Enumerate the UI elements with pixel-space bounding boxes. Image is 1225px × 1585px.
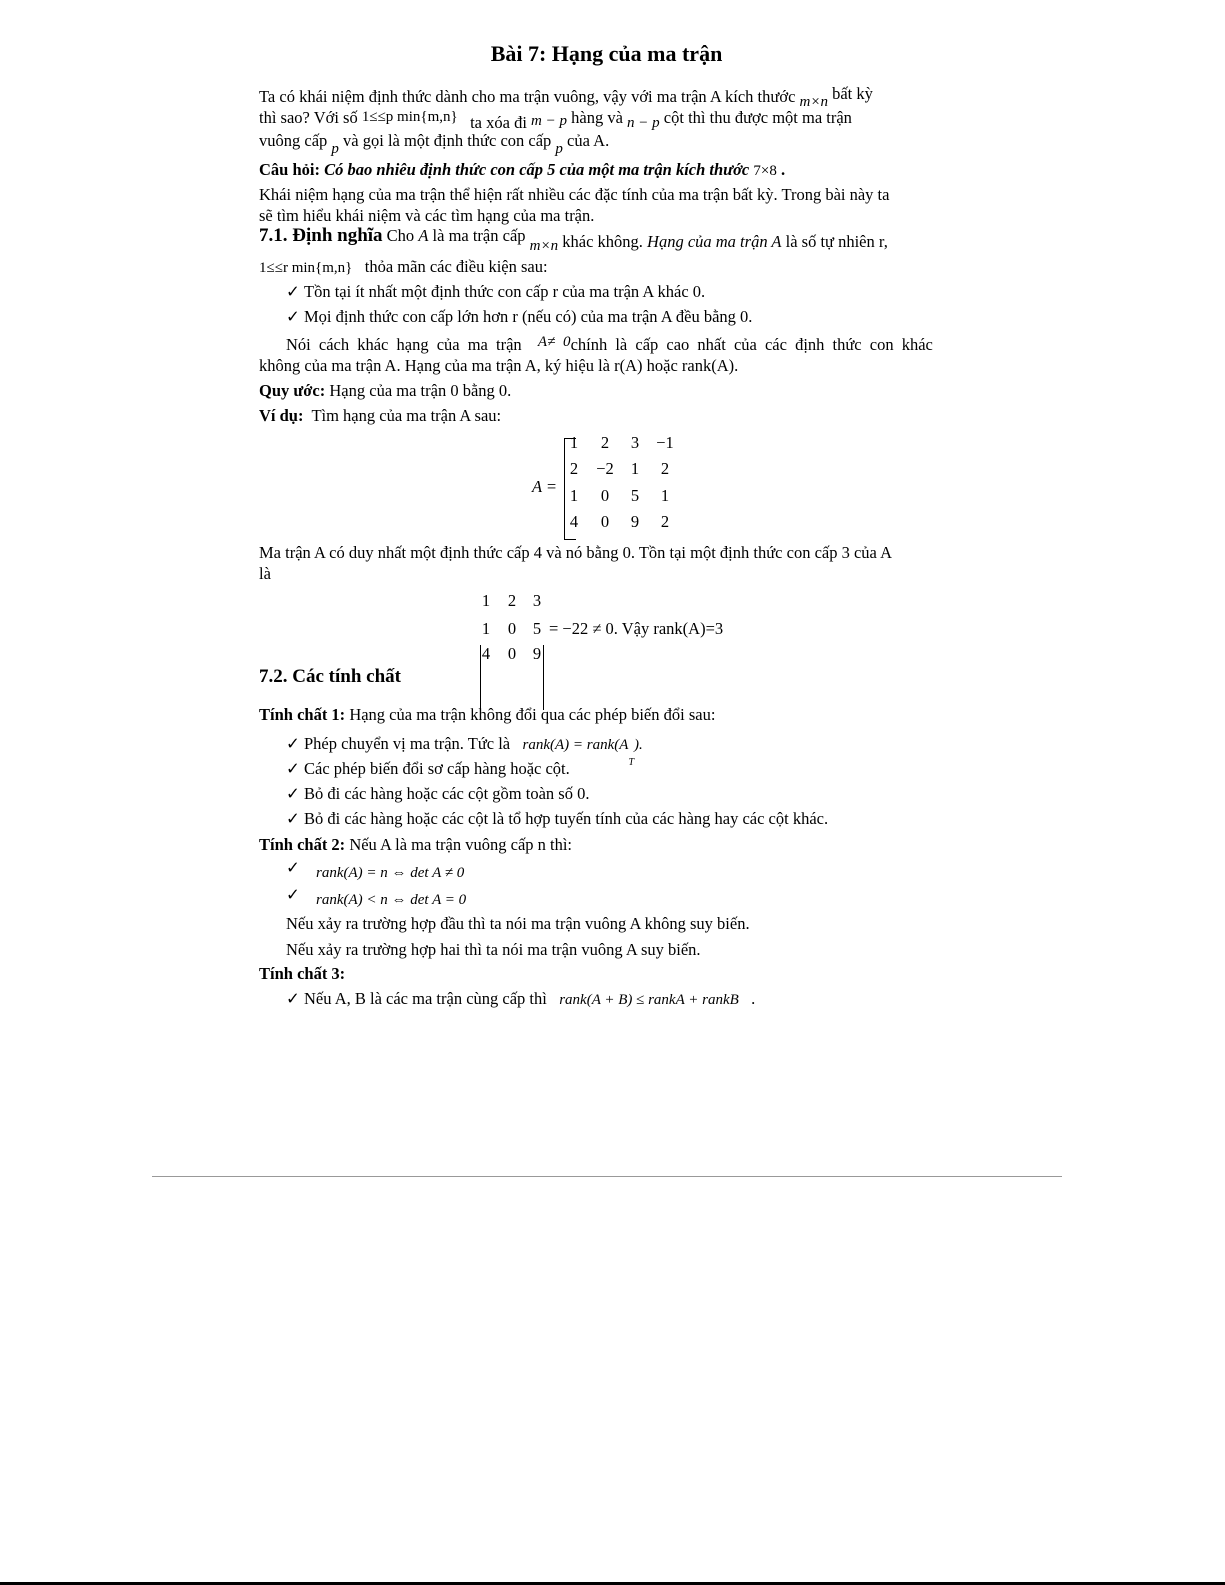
math: 1≤≤p min{m,n} [361, 109, 458, 125]
matrix-cell: 2 [660, 459, 670, 478]
text: Ta có khái niệm định thức dành cho ma trận vuông, vậy với ma trận A kích thước [259, 87, 796, 106]
text: cột thì thu được một ma trận [663, 108, 852, 127]
text: ta xóa đi [470, 113, 527, 132]
property-item [286, 885, 467, 908]
math: ). [634, 737, 643, 753]
definition-para-2: không của ma trận A. Hạng của ma trận A, ký hiệu là r(A) hoặc rank(A). [259, 356, 739, 375]
matrix-label: A = [532, 477, 558, 496]
section-heading: 7.1. Định nghĩa [259, 225, 383, 246]
text: Nói cách khác hạng của ma trận [286, 335, 522, 354]
rank-intro-2: sẽ tìm hiểu khái niệm và các tìm hạng của ma trận. [259, 206, 595, 225]
text: Bỏ đi các hàng hoặc các cột gồm toàn số 0. [304, 784, 590, 803]
text: hàng và [571, 108, 623, 127]
det-cell: 3 [532, 591, 542, 610]
matrix-cell: 9 [630, 512, 640, 531]
text: là ma trận cấp [432, 226, 526, 245]
text: của A. [567, 131, 610, 150]
math: m×n [799, 94, 828, 110]
conclusion: . Vậy rank(A)=3 [613, 619, 724, 638]
property-note: Nếu xảy ra trường hợp đầu thì ta nói ma trận vuông A không suy biến. [286, 914, 750, 933]
text: bất kỳ [832, 84, 873, 103]
text: Hạng của ma trận không đổi qua các phép biến đổi sau: [349, 705, 716, 724]
text: Hạng của ma trận A [647, 232, 782, 251]
matrix-cell: 1 [569, 433, 579, 452]
definition-para-1 [286, 334, 933, 354]
check-icon: ✓ [286, 989, 300, 1008]
matrix-cell: −1 [656, 433, 674, 452]
property-2 [259, 837, 572, 854]
math: rank(A) = rank(A [522, 737, 629, 753]
matrix-cell: 5 [630, 486, 640, 505]
definition-line [259, 225, 888, 254]
text: Các phép biến đổi sơ cấp hàng hoặc cột. [304, 759, 570, 778]
label: Quy ước: [259, 381, 326, 400]
det-cell: 1 [481, 619, 491, 638]
intro-line-1 [259, 84, 873, 110]
definition-item [286, 309, 752, 326]
convention [259, 383, 511, 400]
det-value: = −22 ≠ 0 [549, 619, 614, 638]
math: m×n [529, 238, 559, 254]
det-cell: 4 [481, 644, 491, 663]
bracket-bottom [564, 539, 576, 540]
intro-line-3 [259, 131, 610, 157]
math: p [555, 141, 563, 157]
label: Ví dụ: [259, 406, 304, 425]
after-matrix-2: là [259, 564, 271, 583]
det-cell: 1 [481, 591, 491, 610]
text: . [780, 160, 786, 179]
property-item [286, 858, 465, 881]
text: Phép chuyển vị ma trận. Tức là [304, 734, 511, 753]
matrix-cell: 4 [569, 512, 579, 531]
intro-line-2 [259, 108, 852, 132]
label: Tính chất 1: [259, 705, 346, 724]
property-item [286, 734, 643, 768]
page-title: Bài 7: Hạng của ma trận [490, 41, 723, 66]
question [259, 162, 785, 179]
matrix-cell: −2 [596, 459, 614, 478]
det-cell: 5 [532, 619, 542, 638]
text: thì sao? Với số [259, 108, 358, 127]
math: m − p [531, 113, 568, 129]
text: Nếu A, B là các ma trận cùng cấp thì [304, 989, 547, 1008]
math: n − p [627, 115, 660, 131]
math: A≠ 0 [537, 334, 571, 350]
text: Nếu A là ma trận vuông cấp n thì: [349, 835, 573, 854]
text: vuông cấp [259, 131, 328, 150]
definition-line-2 [259, 259, 548, 276]
text: chính là cấp cao nhất của các định thức con khác [570, 335, 933, 354]
check-icon: ✓ [286, 734, 300, 753]
property-3-label: Tính chất 3: [259, 964, 346, 983]
matrix-cell: 2 [600, 433, 610, 452]
text: Cho [386, 226, 415, 245]
det-cell: 0 [507, 644, 517, 663]
page-divider [152, 1176, 1062, 1177]
text: Mọi định thức con cấp lớn hơn r (nếu có) của ma trận A đều bằng 0. [304, 307, 753, 326]
check-icon: ✓ [286, 858, 300, 877]
math: A [418, 226, 429, 245]
math: rank(A) < n ⇔ det A = 0 [316, 892, 467, 908]
property-1 [259, 707, 715, 724]
check-icon: ✓ [286, 759, 300, 778]
matrix-cell: 2 [569, 459, 579, 478]
text: thỏa mãn các điều kiện sau: [364, 257, 548, 276]
check-icon: ✓ [286, 809, 300, 828]
det-cell: 9 [532, 644, 542, 663]
text: Tồn tại ít nhất một định thức con cấp r của ma trận A khác 0. [304, 282, 706, 301]
text: là số tự nhiên r, [785, 232, 888, 251]
definition-item [286, 284, 705, 301]
text: khác không. [562, 232, 643, 251]
rank-intro-1: Khái niệm hạng của ma trận thể hiện rất nhiều các đặc tính của ma trận bất kỳ. Trong bài này ta [259, 185, 890, 204]
check-icon: ✓ [286, 784, 300, 803]
property-item [286, 811, 828, 828]
math: p [331, 141, 339, 157]
after-matrix-1: Ma trận A có duy nhất một định thức cấp 4 và nó bằng 0. Tồn tại một định thức con cấp 3 của A [259, 543, 892, 562]
matrix-cell: 0 [600, 512, 610, 531]
property-item [286, 991, 755, 1008]
check-icon: ✓ [286, 885, 300, 904]
det-cell: 2 [507, 591, 517, 610]
text: Tìm hạng của ma trận A sau: [311, 406, 502, 425]
matrix-cell: 1 [569, 486, 579, 505]
det-result [549, 621, 723, 638]
matrix-cell: 0 [600, 486, 610, 505]
det-cell: 0 [507, 619, 517, 638]
property-note: Nếu xảy ra trường hợp hai thì ta nói ma trận vuông A suy biến. [286, 940, 701, 959]
matrix-cell: 1 [630, 459, 640, 478]
text: và gọi là một định thức con cấp [343, 131, 552, 150]
math: rank(A) = n ⇔ det A ≠ 0 [316, 865, 465, 881]
matrix-cell: 2 [660, 512, 670, 531]
matrix-cell: 1 [660, 486, 670, 505]
example [259, 408, 501, 425]
math: T [628, 757, 634, 768]
text: Bỏ đi các hàng hoặc các cột là tổ hợp tuyến tính của các hàng hay các cột khác. [304, 809, 829, 828]
property-item [286, 761, 570, 778]
label: Tính chất 2: [259, 835, 346, 854]
check-icon: ✓ [286, 282, 300, 301]
section-heading: 7.2. Các tính chất [259, 666, 401, 687]
text: . [751, 989, 756, 1008]
check-icon: ✓ [286, 307, 300, 326]
math: 7×8 [753, 163, 777, 179]
property-item [286, 786, 589, 803]
question-text: Có bao nhiêu định thức con cấp 5 của một ma trận kích thước [324, 160, 750, 179]
question-label: Câu hỏi: [259, 160, 320, 179]
matrix-cell: 3 [630, 433, 640, 452]
text: Hạng của ma trận 0 bằng 0. [329, 381, 512, 400]
math: rank(A + B) ≤ rankA + rankB [559, 992, 739, 1008]
math: 1≤≤r min{m,n} [259, 260, 353, 276]
